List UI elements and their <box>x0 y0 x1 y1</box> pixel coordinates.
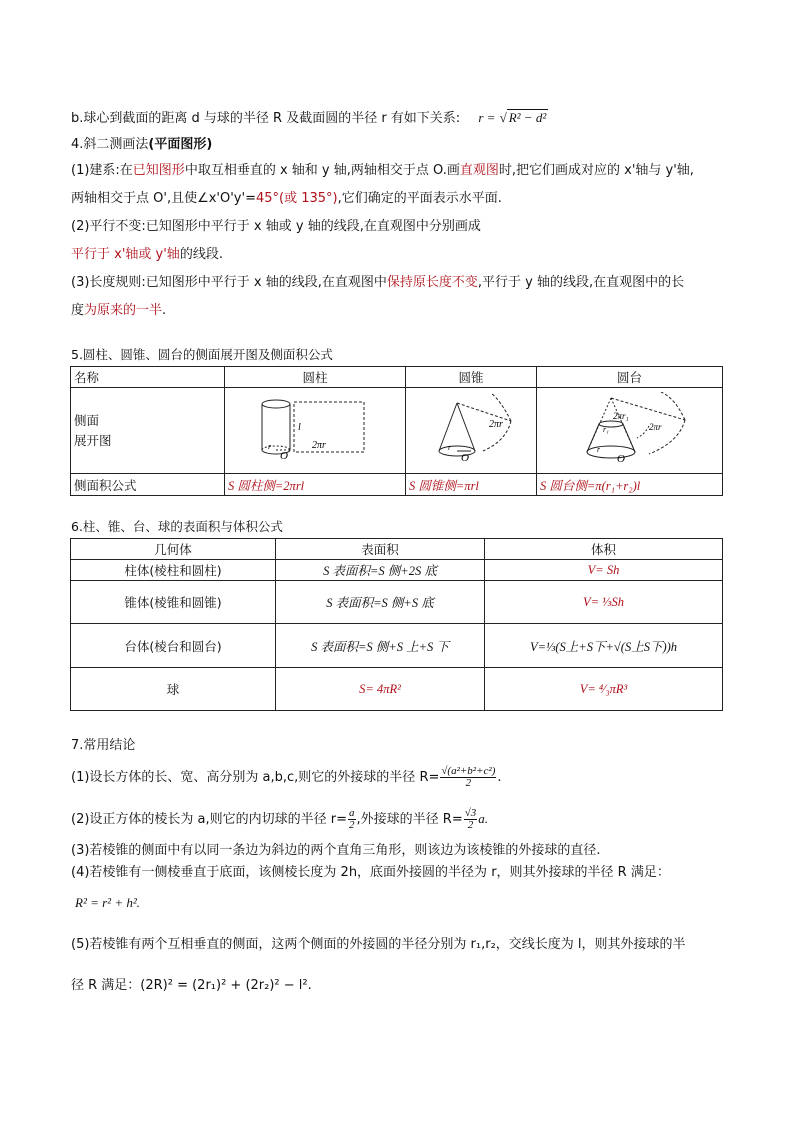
section-7-heading: 7.常用结论 <box>71 738 136 753</box>
section-4-line-6: 度为原来的一半. <box>71 303 167 318</box>
cone-figure-icon <box>421 393 521 465</box>
sphere-formula-lhs: r = <box>478 110 496 125</box>
solid-sphere: 球 <box>71 668 276 711</box>
cone-unfold-figure <box>406 388 537 474</box>
table-row <box>71 668 723 711</box>
cylinder-label-l: l <box>298 422 301 433</box>
section-4-heading: 4.斜二测画法(平面图形) <box>71 137 213 152</box>
section-5-heading: 5.圆柱、圆锥、圆台的侧面展开图及侧面积公式 <box>71 347 333 362</box>
solid-frustum: 台体(棱台和圆台) <box>71 624 276 668</box>
volume-frustum: V=⅓(S上+S下+√(S上S下))h <box>485 624 723 668</box>
solid-prism-cylinder: 柱体(棱柱和圆柱) <box>71 560 276 581</box>
solid-pyramid-cone: 锥体(棱锥和圆锥) <box>71 581 276 624</box>
area-pyramid-cone: S 表面积=S 侧+S 底 <box>276 581 485 624</box>
cylinder-label-r: r <box>268 442 272 451</box>
c1-numerator: √(a²+b²+c²) <box>441 765 496 777</box>
frustum-label-o: O <box>616 453 625 465</box>
frustum-label-2pir: 2πr <box>648 422 662 432</box>
header-name: 名称 <box>71 367 225 388</box>
frustum-unfold-figure <box>537 388 723 474</box>
cylinder-lateral-formula: S 圆柱侧=2πrl <box>225 474 406 496</box>
cone-label-2pir: 2πr <box>489 419 503 430</box>
conclusion-3: (3)若棱锥的侧面中有以同一条边为斜边的两个直角三角形，则该边为该棱锥的外接球的直径. <box>71 843 601 858</box>
conclusion-1: (1)设长方体的长、宽、高分别为 a,b,c,则它的外接球的半径 R= $\frac{\text{√(a²+b²+c²)}}{2}$ . <box>71 765 502 789</box>
conclusion-4b: R² = r² + h². <box>75 895 140 910</box>
frustum-lateral-formula: S 圆台侧=π(r₁+r₂)l <box>537 474 723 496</box>
cylinder-label-o: O <box>280 450 288 462</box>
cone-label-o: O <box>461 452 469 464</box>
lateral-formula-label: 侧面积公式 <box>71 474 225 496</box>
header-volume: 体积 <box>485 539 723 560</box>
volume-sphere: V= ⁴⁄₃πR³ <box>485 668 723 711</box>
header-frustum: 圆台 <box>537 367 723 388</box>
cone-lateral-formula: S 圆锥侧=πrl <box>406 474 537 496</box>
c1-denominator: 2 <box>465 777 472 789</box>
table-row <box>71 581 723 624</box>
section-4-line-3: (2)平行不变:已知图形中平行于 x 轴或 y 轴的线段,在直观图中分别画成 <box>71 219 481 234</box>
cone-label-r: r <box>448 443 452 452</box>
unfold-label: 侧面 展开图 <box>71 388 225 474</box>
section-4-line-4: 平行于 x'轴或 y'轴的线段. <box>71 247 223 262</box>
area-frustum: S 表面积=S 侧+S 上+S 下 <box>276 624 485 668</box>
volume-pyramid-cone: V= ⅓Sh <box>485 581 723 624</box>
table-row <box>71 624 723 668</box>
area-prism-cylinder: S 表面积=S 侧+2S 底 <box>276 560 485 581</box>
frustum-label-r: r <box>596 445 600 454</box>
conclusion-2: (2)设正方体的棱长为 a,则它的内切球的半径 r= $\frac{a}{2}$ ,外接球的半径 R= $\frac{√3}{2}$ a. <box>71 807 489 831</box>
conclusion-4a: (4)若棱锥有一侧棱垂直于底面，该侧棱长度为 2h，底面外接圆的半径为 r，则其外接球的半径 R 满足： <box>71 865 670 880</box>
header-surface-area: 表面积 <box>276 539 485 560</box>
section-4-line-1: (1)建系:在已知图形中取互相垂直的 x 轴和 y 轴,两轴相交于点 O.画直观图时,把它们画成对应的 x'轴与 y'轴, <box>71 163 694 178</box>
conclusion-5b: 径 R 满足：(2R)² = (2r₁)² + (2r₂)² − l². <box>71 978 312 993</box>
section-4-line-5: (3)长度规则:已知图形中平行于 x 轴的线段,在直观图中保持原长度不变,平行于 y 轴的线段,在直观图中的长 <box>71 275 685 290</box>
header-solid: 几何体 <box>71 539 276 560</box>
cylinder-unfold-figure <box>225 388 406 474</box>
frustum-label-2pir1: 2πr₁ <box>612 411 629 421</box>
section-4-line-2: 两轴相交于点 O',且使∠x'O'y'=45°(或 135°),它们确定的平面表示水平面. <box>71 191 502 206</box>
frustum-label-r1: r₁ <box>602 425 609 434</box>
lateral-area-table <box>70 366 723 496</box>
volume-prism-cylinder: V= Sh <box>485 560 723 581</box>
conclusion-5a: (5)若棱锥有两个互相垂直的侧面，这两个侧面的外接圆的半径分别为 r₁,r₂，交线长度为 l，则其外接球的半 <box>71 937 686 952</box>
table-row <box>71 560 723 581</box>
section-6-heading: 6.柱、锥、台、球的表面积与体积公式 <box>71 519 283 534</box>
area-sphere: S= 4πR² <box>276 668 485 711</box>
cylinder-label-2pir: 2πr <box>312 440 326 451</box>
frustum-figure-icon <box>565 392 695 466</box>
sphere-section-relation: b.球心到截面的距离 d 与球的半径 R 及截面圆的半径 r 有如下关系: r = √ R² − d² <box>71 110 547 126</box>
area-volume-table <box>70 538 723 711</box>
header-cylinder: 圆柱 <box>225 367 406 388</box>
sphere-relation-text: b.球心到截面的距离 d 与球的半径 R 及截面圆的半径 r 有如下关系: <box>71 111 461 126</box>
header-cone: 圆锥 <box>406 367 537 388</box>
sphere-formula-radicand: R² − d² <box>508 110 547 125</box>
cylinder-figure-icon <box>260 394 370 464</box>
